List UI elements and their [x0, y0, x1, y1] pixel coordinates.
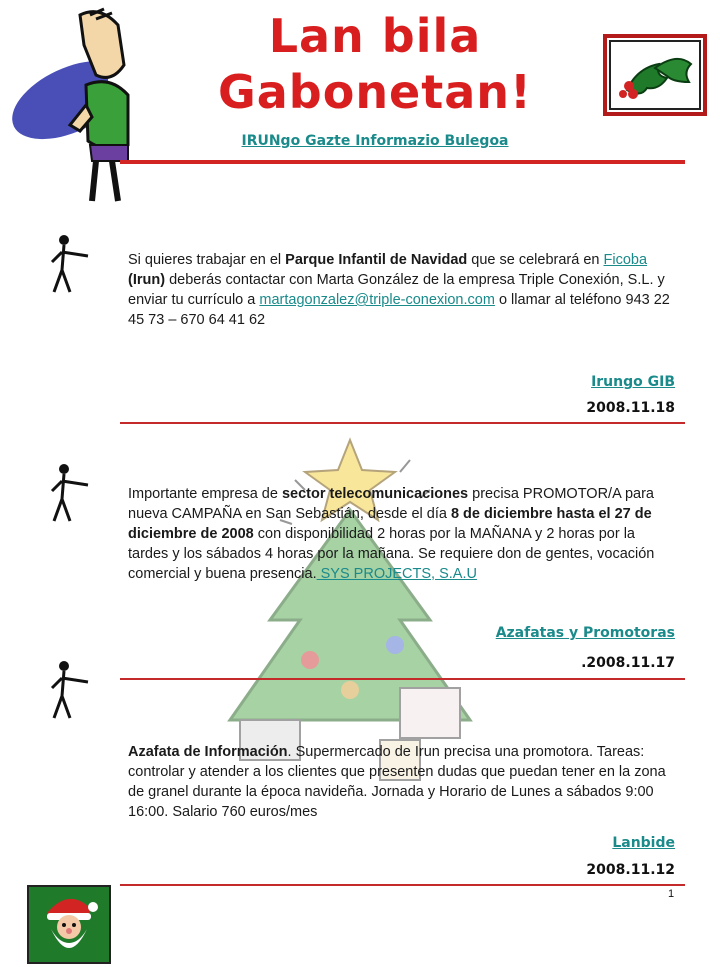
cartoon-man-illustration: [0, 5, 150, 205]
source-link[interactable]: Irungo GIB: [591, 374, 675, 390]
page-number: 1: [668, 888, 675, 900]
pointing-figure-icon: [44, 660, 92, 722]
holly-icon: [603, 34, 707, 116]
pointing-figure-icon: [44, 463, 92, 525]
entry-text: Si quieres trabajar en el Parque Infantil de Navidad que se celebrará en Ficoba (Irun) deberás contactar con Marta González de la empresa Triple Conexión, S.L. y enviar tu currículo a martagonzalez@triple-conexion.com o llamar al teléfono 943 22 45 73 – 670 64 41 62: [128, 252, 670, 328]
christmas-tree-watermark: [200, 420, 500, 790]
entry-text: Importante empresa de sector telecomunicaciones precisa PROMOTOR/A para nueva CAMPAÑA en San Sebastián, desde el día 8 de diciembre hasta el 27 de diciembre de 2008 con disponibilidad 2 horas por la MAÑANA y 2 horas por la tardes y los sábados 4 horas por la mañana. Se requiere don de gentes, vocación comercial y buena presencia. SYS PROJECTS, S.A.U: [128, 486, 655, 582]
source-link[interactable]: Lanbide: [612, 835, 675, 851]
source-link[interactable]: Azafatas y Promotoras: [495, 625, 675, 641]
entry-divider: [120, 678, 685, 680]
entry-text: Azafata de Información. Supermercado de Irun precisa una promotora. Tareas: controlar y atender a los clientes que presenten dudas que puedan tener en la zona de granel durante la época navideña. Jornada y Horario de Lunes a sábados 9:00 16:00. Salario 760 euros/mes: [128, 744, 666, 820]
page-title: Lan bila Gabonetan!: [217, 9, 533, 119]
email-link[interactable]: martagonzalez@triple-conexion.com: [259, 292, 495, 308]
entry-divider: [120, 422, 685, 424]
subtitle-link[interactable]: IRUNgo Gazte Informazio Bulegoa: [241, 133, 509, 149]
entry-date: 2008.11.18: [586, 400, 675, 416]
entry-divider: [120, 884, 685, 886]
header-divider: [120, 160, 685, 164]
entry-date: .2008.11.17: [581, 655, 675, 671]
company-link[interactable]: SYS PROJECTS, S.A.U: [316, 566, 477, 582]
santa-icon: [27, 885, 111, 964]
pointing-figure-icon: [44, 234, 92, 296]
entry-date: 2008.11.12: [586, 862, 675, 878]
ficoba-link[interactable]: Ficoba: [603, 252, 648, 268]
